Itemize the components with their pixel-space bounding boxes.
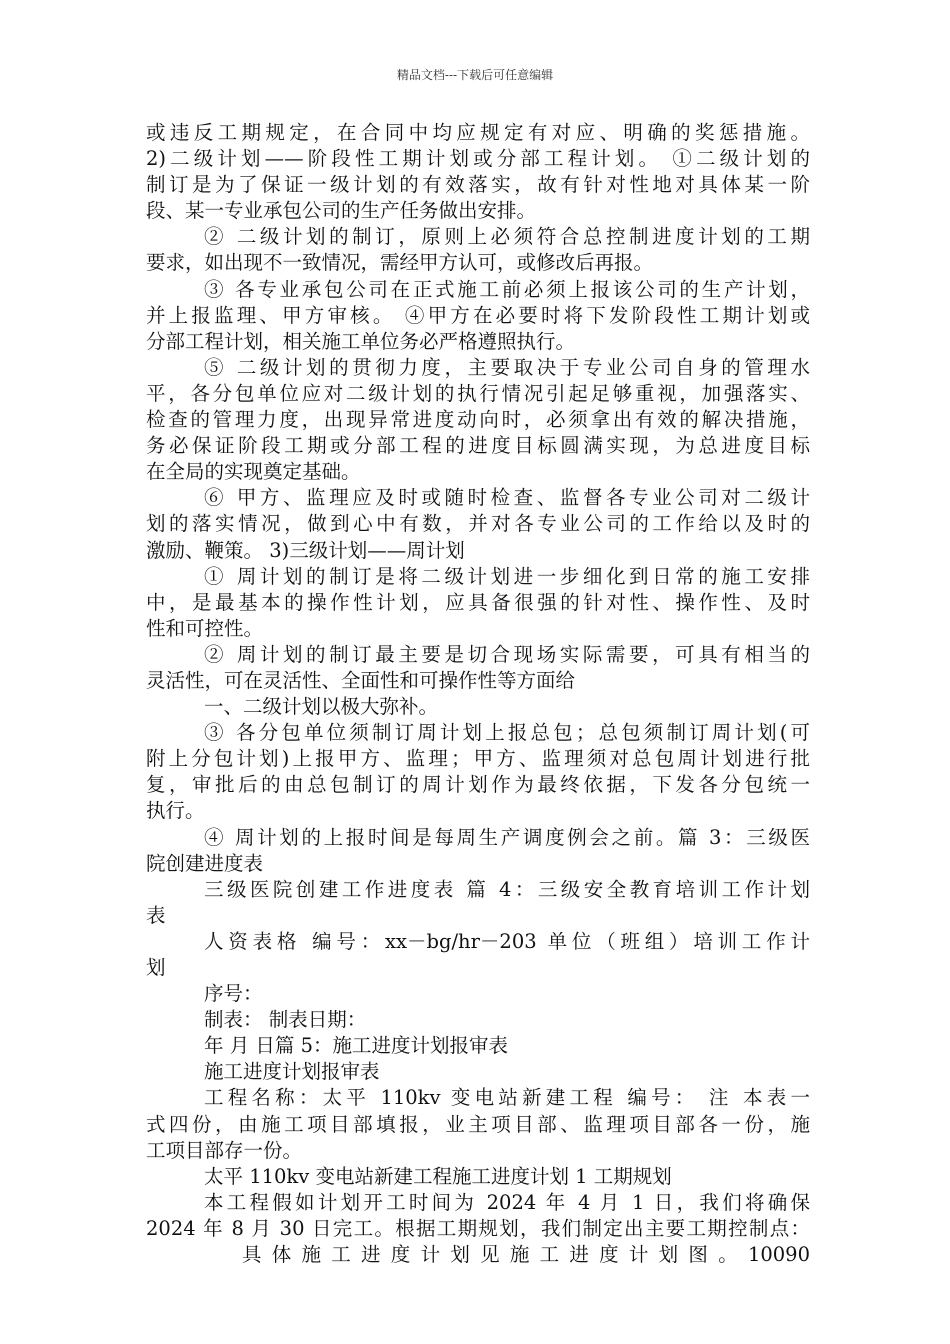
text-line: 检查的管理力度，出现异常进度动向时，必须拿出有效的解决措施， [146, 408, 810, 432]
text-line: 在全局的实现奠定基础。 [146, 460, 361, 484]
text-line: 具 体 施 工 进 度 计 划 见 施 工 进 度 计 划 图 。 10090 [242, 1243, 810, 1267]
text-line: 2)二级计划——阶段性工期计划或分部工程计划。 ①二级计划的 [146, 147, 810, 171]
text-line: 灵活性，可在灵活性、全面性和可操作性等方面给 [146, 668, 576, 692]
text-line: ② 二级计划的制订，原则上必须符合总控制进度计划的工期 [204, 225, 810, 249]
text-line: 附上分包计划)上报甲方、监理；甲方、监理须对总包周计划进行批 [146, 747, 810, 771]
text-line: 序号： [204, 982, 263, 1006]
text-line: 工项目部存一份。 [146, 1138, 303, 1162]
text-line: 务必保证阶段工期或分部工程的进度目标圆满实现，为总进度目标 [146, 434, 810, 458]
text-line: 划 [146, 956, 166, 979]
text-line: 人资表格 编号：xx－bg/hr－203 单位（班组）培训工作计 [204, 929, 810, 953]
text-line: 分部工程计划，相关施工单位务必严格遵照执行。 [146, 329, 576, 353]
page-header: 精品文档---下载后可任意编辑 [396, 68, 554, 82]
text-line: 段、某一专业承包公司的生产任务做出安排。 [146, 199, 537, 223]
document-body [146, 120, 810, 1268]
text-line: 2024 年 8 月 30 日完工。根据工期规划，我们制定出主要工期控制点： [146, 1216, 810, 1240]
text-line: 要求，如出现不一致情况，需经甲方认可，或修改后再报。 [146, 251, 654, 275]
text-line: 中，是最基本的操作性计划，应具备很强的针对性、操作性、及时 [146, 590, 810, 614]
text-line: ⑥ 甲方、监理应及时或随时检查、监督各专业公司对二级计 [204, 486, 810, 510]
text-line: 院创建进度表 [146, 851, 264, 875]
text-line: 激励、鞭策。 3)三级计划——周计划 [146, 538, 465, 562]
text-line: 工程名称：太平 110kv 变电站新建工程 编号： 注 本表一 [204, 1086, 810, 1110]
text-line: 制表： 制表日期： [204, 1008, 367, 1032]
text-line: 性和可控性。 [146, 616, 264, 640]
text-line: 式四份，由施工项目部填报，业主项目部、监理项目部各一份，施 [146, 1112, 810, 1136]
text-line: 三级医院创建工作进度表 篇 4：三级安全教育培训工作计划 [204, 877, 810, 901]
text-line: ⑤ 二级计划的贯彻力度，主要取决于专业公司自身的管理水 [204, 355, 810, 379]
text-line: 年 月 日篇 5：施工进度计划报审表 [204, 1034, 509, 1058]
text-line: 划的落实情况，做到心中有数，并对各专业公司的工作给以及时的 [146, 512, 810, 536]
text-line: 执行。 [146, 799, 205, 823]
text-line: 或违反工期规定，在合同中均应规定有对应、明确的奖惩措施。 [146, 121, 810, 144]
text-line: ③ 各分包单位须制订周计划上报总包；总包须制订周计划(可 [204, 721, 810, 745]
text-line: ② 周计划的制订最主要是切合现场实际需要，可具有相当的 [204, 642, 810, 666]
text-line: 本工程假如计划开工时间为 2024 年 4 月 1 日，我们将确保 [204, 1190, 810, 1214]
text-line: 太平 110kv 变电站新建工程施工进度计划 1 工期规划 [204, 1164, 672, 1188]
text-line: 一、二级计划以极大弥补。 [204, 695, 439, 719]
text-line: 复，审批后的由总包制订的周计划作为最终依据，下发各分包统一 [146, 773, 810, 797]
text-line: ④ 周计划的上报时间是每周生产调度例会之前。篇 3：三级医 [204, 825, 810, 849]
text-line: 平，各分包单位应对二级计划的执行情况引起足够重视，加强落实、 [146, 381, 810, 405]
text-line: ③ 各专业承包公司在正式施工前必须上报该公司的生产计划， [204, 277, 810, 301]
text-line: 制订是为了保证一级计划的有效落实，故有针对性地对具体某一阶 [146, 173, 810, 197]
text-line: ① 周计划的制订是将二级计划进一步细化到日常的施工安排 [204, 564, 810, 588]
text-line: 表 [146, 903, 166, 927]
text-line: 并上报监理、甲方审核。 ④甲方在必要时将下发阶段性工期计划或 [146, 303, 810, 327]
text-line: 施工进度计划报审表 [204, 1060, 380, 1084]
